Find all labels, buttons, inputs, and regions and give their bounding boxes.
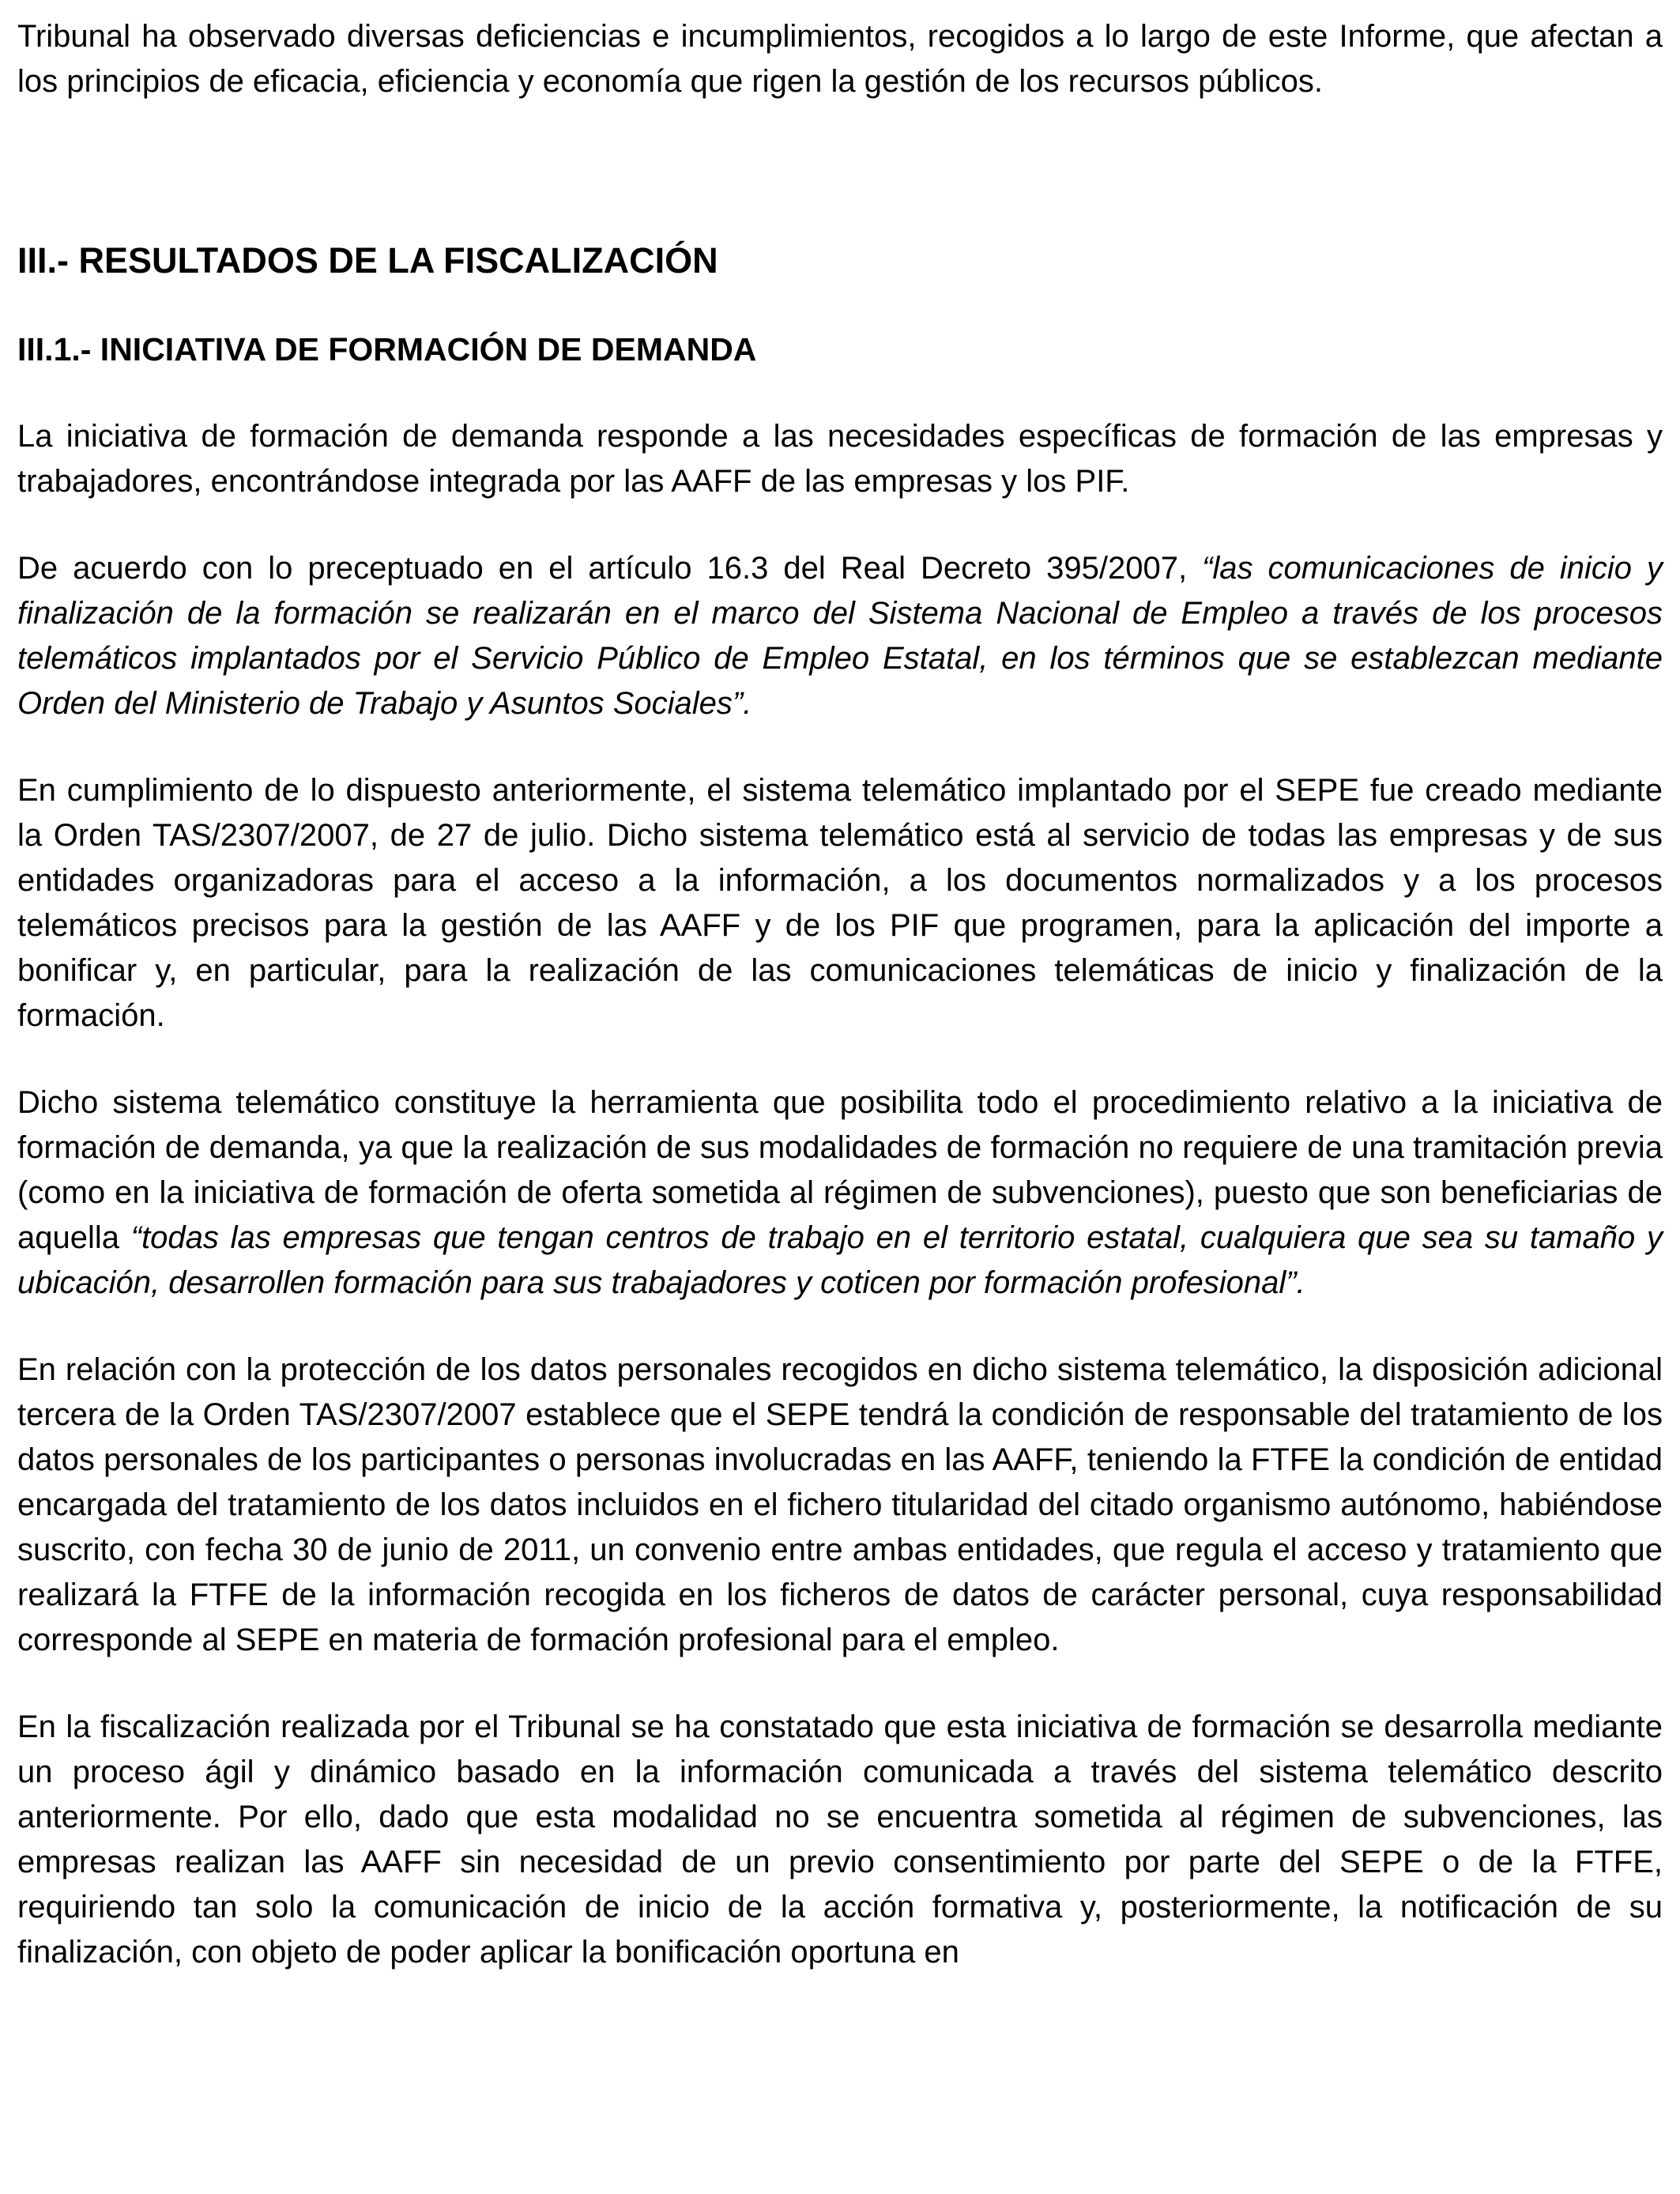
paragraph-procedure-text: Dicho sistema telemático constituye la herramienta que posibilita todo el procedimiento relativo a la iniciativa de formación de demanda, ya que la realización de sus modalidades de formación no requiere de una tramitación previa (como en la iniciativa de formación de oferta sometida al régimen de subvenciones), puesto que son beneficiarias de aquella [17, 1085, 1663, 1255]
paragraph-procedure [17, 1080, 1663, 1306]
paragraph-definition: La iniciativa de formación de demanda responde a las necesidades específicas de formación de las empresas y trabajadores, encontrándose integrada por las AAFF de las empresas y los PIF. [17, 419, 1663, 499]
document-page [17, 14, 1663, 1975]
paragraph-audit-findings: En la fiscalización realizada por el Tribunal se ha constatado que esta iniciativa de formación se desarrolla mediante un proceso ágil y dinámico basado en la información comunicada a través del sistema telemático descrito anteriormente. Por ello, dado que esta modalidad no se encuentra sometida al régimen de subvenciones, las empresas realizan las AAFF sin necesidad de un previo consentimiento por parte del SEPE o de la FTFE, requiriendo tan solo la comunicación de inicio de la acción formativa y, posteriormente, la notificación de su finalización, con objeto de poder aplicar la bonificación oportuna en [17, 1710, 1663, 1970]
subsection-heading: III.1.- INICIATIVA DE FORMACIÓN DE DEMANDA [17, 331, 757, 368]
paragraph-legal-reference-text: De acuerdo con lo preceptuado en el artículo 16.3 del Real Decreto 395/2007, [17, 551, 1203, 586]
section-heading: III.- RESULTADOS DE LA FISCALIZACIÓN [17, 240, 718, 281]
paragraph-telematic-system: En cumplimiento de lo dispuesto anteriormente, el sistema telemático implantado por el SEPE fue creado mediante la Orden TAS/2307/2007, de 27 de julio. Dicho sistema telemático está al servicio de todas las empresas y de sus entidades organizadoras para el acceso a la información, a los documentos normalizados y a los procesos telemáticos precisos para la gestión de las AAFF y de los PIF que programen, para la aplicación del importe a bonificar y, en particular, para la realización de las comunicaciones telemáticas de inicio y finalización de la formación. [17, 773, 1663, 1033]
paragraph-data-protection: En relación con la protección de los datos personales recogidos en dicho sistema telemático, la disposición adicional tercera de la Orden TAS/2307/2007 establece que el SEPE tendrá la condición de responsable del tratamiento de los datos personales de los participantes o personas involucradas en las AAFF, teniendo la FTFE la condición de entidad encargada del tratamiento de los datos incluidos en el fichero titularidad del citado organismo autónomo, habiéndose suscrito, con fecha 30 de junio de 2011, un convenio entre ambas entidades, que regula el acceso y tratamiento que realizará la FTFE de la información recogida en los ficheros de datos de carácter personal, cuya responsabilidad corresponde al SEPE en materia de formación profesional para el empleo. [17, 1352, 1663, 1657]
legal-quote: “las comunicaciones de inicio y finalización de la formación se realizarán en el marco del Sistema Nacional de Empleo a través de los procesos telemáticos implantados por el Servicio Público de Empleo Estatal, en los términos que se establezcan mediante Orden del Ministerio de Trabajo y Asuntos Sociales”. [17, 551, 1663, 721]
paragraph-legal-reference [17, 546, 1663, 726]
beneficiaries-quote: “todas las empresas que tengan centros de trabajo en el territorio estatal, cualquiera que sea su tamaño y ubicación, desarrollen formación para sus trabajadores y coticen por formación profesional”. [17, 1220, 1663, 1300]
paragraph-intro-continuation: Tribunal ha observado diversas deficiencias e incumplimientos, recogidos a lo largo de este Informe, que afectan a los principios de eficacia, eficiencia y economía que rigen la gestión de los recursos públicos. [17, 19, 1663, 99]
